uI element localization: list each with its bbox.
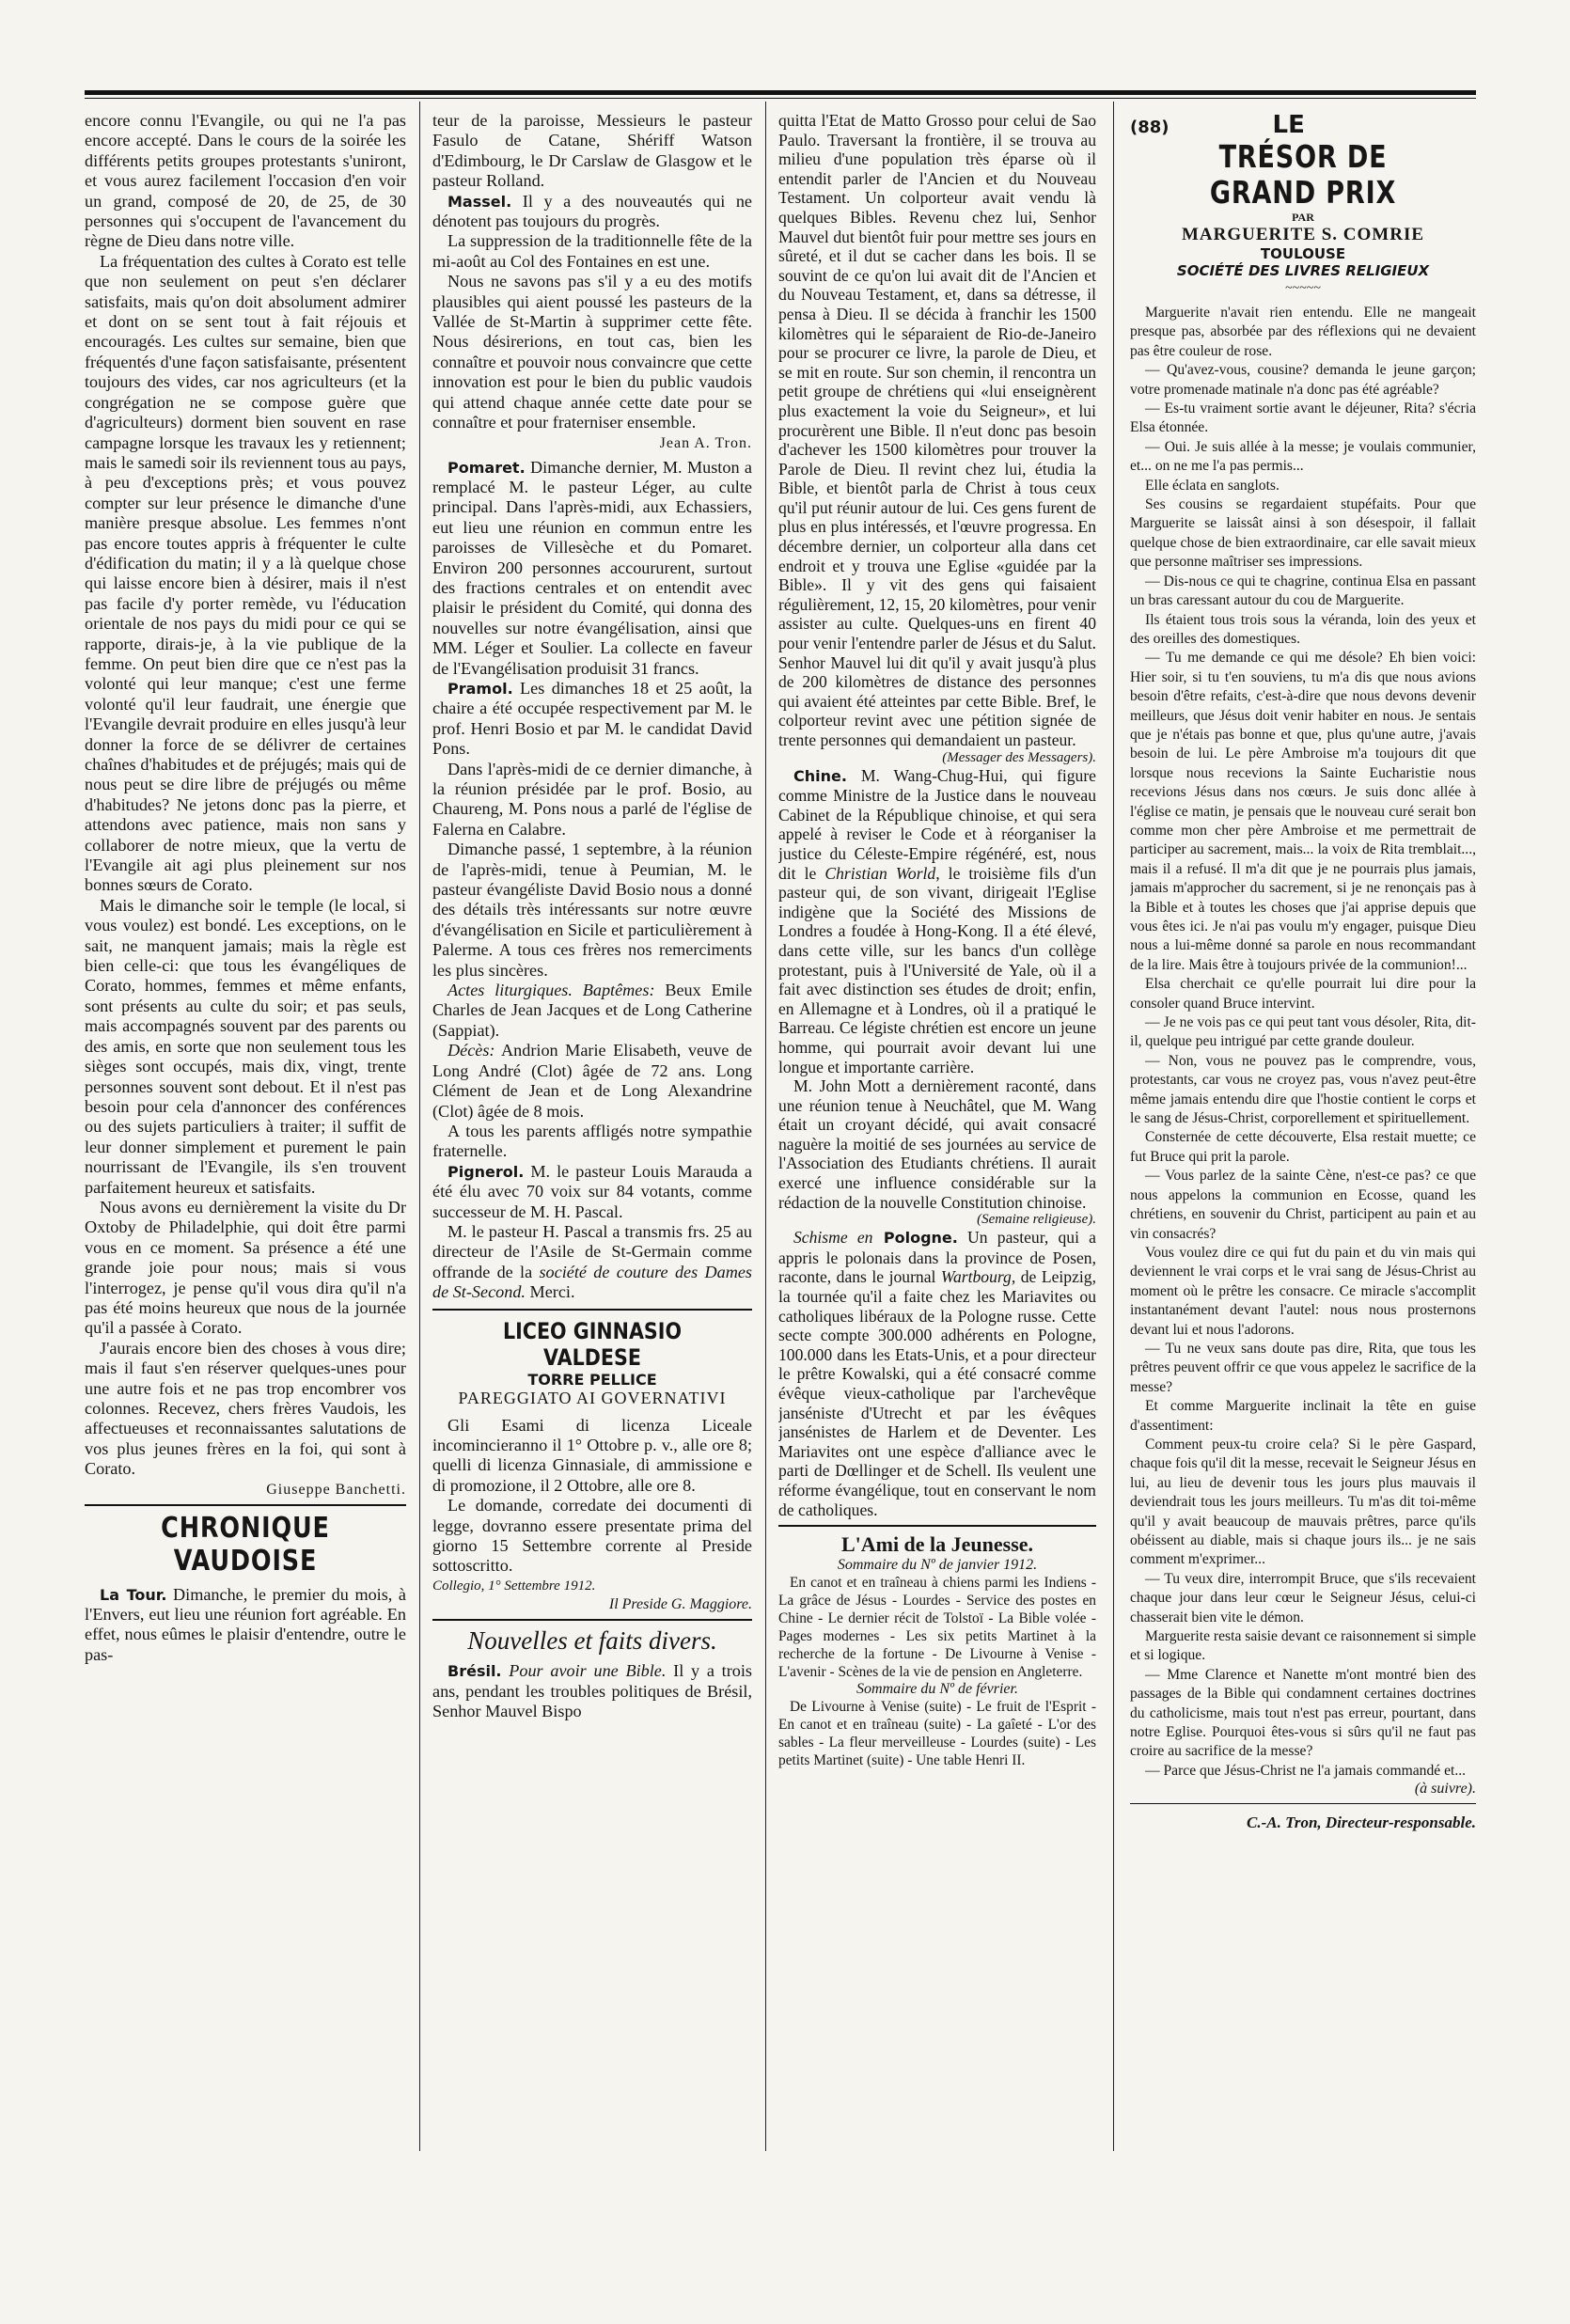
- feuilleton-header: [1130, 111, 1476, 139]
- section-rule: [432, 1619, 752, 1621]
- article-paragraph: quitta l'Etat de Matto Grosso pour celui de Sao Paulo. Traversant la frontière, il se trouva au milieu d'une population très éparse où il entendit parler de l'Ancien et du Nouveau Testament. Un colporteur avait vendu là quelques Bibles. Revenu chez lui, Senhor Mauvel dut bientôt fuir pour mettre ses jours en sûreté, et il dut se cacher dans les bois. Il se souvint de ce qu'on lui avait dit de l'Ancien et du Nouveau Testament, et, dans sa détresse, il pensa à Dieu. Il se décida à franchir les 1500 kilomètres qui le séparaient de Rio-de-Janeiro pour se procurer ce livre, la parole de Dieu, et se mit en route. Sur son chemin, il rencontra un petit groupe de chrétiens qui «lui enseignèrent plus exactement la voie du Seigneur», et lui procurèrent une Bible. Il n'eut donc pas besoin d'achever les 1500 kilomètres pour trouver la Parole de Dieu. Il revint chez lui, étudia la Bible, et bientôt parla de Christ à tous ceux qu'il put réunir autour de lui. Ces gens furent de plus en plus intéressés, et l'œuvre progressa. En décembre dernier, un colporteur alla dans cet endroit et y trouva une Eglise «guidée par la Bible». Il y vit des gens qui faisaient régulièrement, 12, 15, 20 kilomètres, pour venir assister au culte. Quelques-uns en firent 40 pour venir l'entendre parler de Jésus et du Salut. Senhor Mauvel lui dit qu'il y avait jusqu'à plus de 200 kilomètres de distance des personnes qui avaient été atteintes par cette Bible. Bref, le colporteur revint avec une pétition signée de trente personnes qui demandaient un pasteur.: [778, 111, 1096, 749]
- article-paragraph: encore connu l'Evangile, ou qui ne l'a pas encore accepté. Dans le cours de la soirée les différents petits groupes protestants s'uniront, et vous aurez facilement l'occasion d'en voir un grand, composé de 20, de 25, de 30 personnes qui s'occupent de l'avancement du règne de Dieu dans notre ville.: [85, 111, 406, 251]
- article-source: (Messager des Messagers).: [942, 749, 1096, 765]
- item-text: Il y a des nouveautés qui ne dénotent pas toujours du progrès.: [432, 191, 752, 231]
- feuilleton-le: LE: [1272, 111, 1305, 139]
- feuilleton-paragraph: Elsa cherchait ce qu'elle pourrait lui dire pour la consoler quand Bruce intervint.: [1130, 976, 1476, 1012]
- feuilleton-society: SOCIÉTÉ DES LIVRES RELIGIEUX: [1176, 262, 1430, 279]
- feuilleton-paragraph: Consternée de cette découverte, Elsa restait muette; ce fut Bruce qui prit la parole.: [1130, 1129, 1476, 1165]
- item-text: M. Wang-Chug-Hui, qui figure comme Ministre de la Justice dans le nouveau Cabinet de la République chinoise, et qui sera appelé à reviser le Code et à réorganiser la justice du Céleste-Empire régénéré, est, nous dit le: [778, 765, 1096, 883]
- news-item-pascal: [432, 1222, 752, 1303]
- article-paragraph: teur de la paroisse, Messieurs le pasteur Fasulo de Catane, Shériff Watson d'Edimbourg, le Dr Carslaw de Glasgow et le pasteur Rolland.: [432, 111, 752, 191]
- news-item-pomaret: [432, 458, 752, 679]
- news-item-pignerol: [432, 1162, 752, 1222]
- item-text: Les dimanches 18 et 25 août, la chaire a été occupée respectivement par M. le prof. Henri Bosio et par M. le candidat David Pons.: [432, 678, 752, 759]
- liceo-paragraph: Gli Esami di licenza Liceale incomincieranno il 1° Ottobre p. v., alle ore 8; quelli di licenza Ginnasiale, di ammissione e di promozione, il 2 Ottobre, alle ore 8.: [432, 1415, 752, 1495]
- pascal-post: Merci.: [525, 1282, 575, 1302]
- liceo-title: LICEO GINNASIO VALDESE: [502, 1317, 683, 1371]
- ami-sommaire-fevrier: Sommaire du Nº de février.: [856, 1681, 1018, 1698]
- top-rule: [85, 90, 1476, 95]
- column-divider: [419, 102, 420, 2151]
- section-title-nouvelles: Nouvelles et faits divers.: [467, 1626, 717, 1656]
- feuilleton-paragraph: — Parce que Jésus-Christ ne l'a jamais commandé et...: [1145, 1762, 1467, 1779]
- news-item-la-tour: [85, 1585, 406, 1666]
- article-paragraph: La fréquentation des cultes à Corato est telle que non seulement on peut s'en déclarer satisfaits, mais qu'on doit absolument admirer et dont on se sent tout à fait réjouis et encouragés. Les cultes sur semaine, bien que fréquentés d'une façon satisfaisante, présentent toujours des vides, car nos agriculteurs (et la congrégation ne se compose guère que d'agriculteurs) dorment bien souvent en rase campagne lorsque les travaux les y retiennent; mais le samedi soir ils reviennent tous au pays, à peu d'exceptions près; et vous pouvez compter sur leur présence le dimanche d'une manière presque absolue. Les femmes n'ont pas encore toutes appris à fréquenter le culte d'édification du matin; il y a là quelque chose qui laisse encore bien à désirer, mais il n'est pas facile d'y porter remède, vu l'éducation orientale de nos pays du midi pour ce qui se rapporte, dirais-je, à la vie publique de la femme. On peut bien dire que ce n'est pas la volonté qui leur manque; c'est une ferme volonté qu'il leur faudrait, une énergie que l'Evangile devrait produire en elles jusqu'à leur donner la force de se délivrer de certaines chaînes d'habitudes et de préjugés; mais qui de nous peut se dire libre de préjugés ou même d'habitudes? Ne jetons donc pas la pierre, et attendons avec patience, mais non sans y collaborer de notre mieux, que la vertu de l'Evangile ait agi plus pleinement sur nos bonnes sœurs de Corato.: [85, 251, 406, 895]
- ami-de-la-jeunesse: [778, 1532, 1096, 1769]
- item-text: Un pasteur, qui a appris le polonais dans la province de Posen, raconte, dans le journal: [778, 1228, 1096, 1287]
- liceo-status: PAREGGIATO AI GOVERNATIVI: [458, 1388, 727, 1407]
- article-paragraph: La suppression de la traditionnelle fête de la mi-août au Col des Fontaines en est une.: [432, 231, 752, 271]
- feuilleton-paragraph: Vous voulez dire ce qui fut du pain et du vin mais qui deviennent le vrai corps et le vrai sang de Jésus-Christ au moment où le prêtre les consacre. Ce miracle s'accomplit instantanément devant l'autel: nous nous prosternons devant lui et nous l'adorons.: [1130, 1244, 1476, 1338]
- column-divider: [765, 102, 766, 2151]
- actes-label: Actes liturgiques. Baptêmes:: [447, 981, 655, 1000]
- deces-label: Décès:: [447, 1041, 495, 1060]
- column-4: [1130, 111, 1476, 1832]
- actes-text: Beux Emile Charles de Jean Jacques et de Long Catherine (Sappiat).: [432, 981, 752, 1040]
- feuilleton-paragraph: Ils étaient tous trois sous la véranda, loin des yeux et des oreilles des domestiques.: [1130, 611, 1476, 647]
- item-lead: Chine.: [793, 766, 847, 785]
- feuilleton-paragraph: — Je ne vois pas ce qui peut tant vous désoler, Rita, dit-il, quelque peu intrigué par cette grande douleur.: [1130, 1014, 1476, 1050]
- ami-sommaire-janvier: Sommaire du Nº de janvier 1912.: [837, 1557, 1038, 1574]
- feuilleton-paragraph: — Tu me demande ce qui me désole? Eh bien voici: Hier soir, si tu t'en souviens, tu m'a dis que nous avions besoin d'être refaits, c'est-à-dire que nous devons devenir meilleurs, que Jésus doit venir habiter en nous. Je sentais que je n'étais pas bonne et que, plus qu'une autre, j'avais besoin de lui. Le père Ambroise m'a toujours dit que lorsque nous recevions la Sainte Eucharistie nous recevions Jésus dans nos cœurs. Je suis donc allée à l'église ce matin, je pensais que le nouveau curé serait bon comme mon cher père Ambroise et me permettrait de participer au sacrement, mais... la voix de Rita tremblait..., mais il a refusé. Il m'a dit que je ne pourrais plus jamais, jamais m'approcher du sacrement, si je ne renonçais pas à la Bible et à toutes les choses que j'ai apprise depuis que vous êtes ici. Je n'ai pas voulu m'y engager, puisque Dieu nous a lui-même donné sa parole en nous recommandant de la lire. Mais être à toujours privée de la communion!...: [1130, 650, 1476, 973]
- article-paragraph: Mais le dimanche soir le temple (le local, si vous voulez) est bondé. Les exceptions, on le sait, ne manquent jamais; mais la règle est bien celle-ci: que tous les évangéliques de Corato, hommes, femmes et même enfants, sont présents au culte du soir; et pas seuls, mais accompagnés souvent par des parents ou des amis, en sorte que non seulement tous les sièges sont occupés, mais dix, vingt, trente personnes souvent sont debout. Et il n'est pas besoin pour cela d'annoncer des conférences ou des sujets particuliers à traiter; il suffit de leur donner simplement et purement le pain nourrissant de l'Evangile, ils s'en trouvent parfaitement heureux et satisfaits.: [85, 895, 406, 1197]
- column-divider: [1113, 102, 1114, 2151]
- news-item-massel: [432, 192, 752, 232]
- feuilleton-paragraph: — Es-tu vraiment sortie avant le déjeuner, Rita? s'écria Elsa étonnée.: [1130, 400, 1476, 436]
- feuilleton-title: TRÉSOR DE GRAND PRIX: [1209, 138, 1397, 211]
- feuilleton-paragraph: — Vous parlez de la sainte Cène, n'est-ce pas? ce que nous appelons la communion en Ecosse, quand les chrétiens, en souvenir du Christ, participent au pain et au vin consacrés?: [1130, 1168, 1476, 1242]
- item-lead: Pignerol.: [447, 1162, 525, 1181]
- section-rule: [85, 1504, 406, 1506]
- feuilleton-paragraph: — Dis-nous ce qui te chagrine, continua Elsa en passant un bras caressant autour du cou de Marguerite.: [1130, 573, 1476, 609]
- feuilleton-par: PAR: [1292, 211, 1314, 224]
- ami-title: L'Ami de la Jeunesse.: [840, 1532, 1034, 1557]
- director-signature: C.-A. Tron, Directeur-responsable.: [1247, 1814, 1476, 1832]
- item-lead: Massel.: [447, 192, 512, 211]
- news-item-chine: [778, 766, 1096, 1077]
- pascal-italic: société de couture des Dames de St-Second.: [432, 1262, 752, 1302]
- actes-liturgiques: [432, 981, 752, 1041]
- deces-text: Andrion Marie Elisabeth, veuve de Long André (Clot) âgée de 72 ans. Long Clément de Jean et de Long Alexandrine (Clot) âgée de 8 mois.: [432, 1041, 752, 1121]
- item-italic: Christian World,: [824, 863, 940, 883]
- feuilleton-author: MARGUERITE S. COMRIE: [1181, 225, 1425, 244]
- feuilleton-paragraph: — Mme Clarence et Nanette m'ont montré bien des passages de la Bible qui condamnent certaines doctrines du catholicisme, mais tout n'est pas erreur, pourtant, dans notre Eglise. Pourquoi êtes-vous si sûrs qu'il ne faut pas croire au sacrifice de la messe?: [1130, 1666, 1476, 1760]
- item-text: Dimanche, le premier du mois, à l'Envers, eut lieu une réunion fort agréable. En effet, nous eûmes le plaisir d'entendre, outre le pas-: [85, 1584, 406, 1664]
- feuilleton-paragraph: — Non, vous ne pouvez pas le comprendre, vous, protestants, car vous ne croyez pas, vous n'avez peut-être même jamais entendu dire que l'hostie contient le corps et le sang de Jésus-Christ, corporellement et spirituellement.: [1130, 1052, 1476, 1127]
- item-italic: Schisme en: [793, 1228, 873, 1248]
- feuilleton-body: [1130, 304, 1476, 1781]
- article-paragraph: A tous les parents affligés notre sympathie fraternelle.: [432, 1121, 752, 1161]
- item-lead: La Tour.: [100, 1585, 167, 1604]
- item-lead: Pomaret.: [447, 458, 526, 477]
- deces: [432, 1041, 752, 1122]
- ami-paragraph: De Livourne à Venise (suite) - Le fruit de l'Esprit - En canot et en traîneau (suite) - La gaîeté - L'or des sables - La fleur merveilleuse - Lourdes (suite) - Les petits Martinet (suite) - Une table Henri II.: [778, 1699, 1096, 1769]
- column-3: [778, 111, 1096, 1769]
- article-paragraph: M. John Mott a dernièrement raconté, dans une réunion tenue à Neuchâtel, que M. Wang était un croyant décidé, qui avait consacré naguère la moitié de ses journées au service de l'Association des Etudiants chrétiens. Il aurait exercé une influence considérable sur la rédaction de la nouvelle Constitution chinoise.: [778, 1076, 1096, 1212]
- article-paragraph: J'aurais encore bien des choses à vous dire; mais il faut s'en réserver quelques-unes pour une autre fois et ne pas trop encombrer vos colonnes. Recevez, chers frères Vaudois, les affectueuses et reconnaissantes salutations de vos plus jeunes frères en la foi, qui sont à Corato.: [85, 1338, 406, 1479]
- feuilleton-paragraph: Marguerite resta saisie devant ce raisonnement si simple et si logique.: [1130, 1628, 1476, 1664]
- item-text: de Leipzig, la tournée qu'il a faite chez les Mariavites ou catholiques libéraux de la Pologne russe. Cette secte compte 300.000 adhérents en Pologne, 100.000 dans les Etats-Unis, et a pour directeur le prêtre Kowalski, qui a été consacré comme évêque vieux-catholique par l'archevêque janséniste d'Utrecht et par les évêques jansénistes de Harlem et de Deventer. Les Mariavites ont une espèce d'alliance avec le parti de Dœllinger et de Schell. Ils veulent une réforme évangélique, tout en conservant le nom de catholiques.: [778, 1267, 1096, 1519]
- column-1: [85, 111, 406, 1665]
- item-lead: Pologne.: [872, 1229, 958, 1248]
- article-paragraph: Dimanche passé, 1 septembre, à la réunion de l'après-midi, tenue à Peumian, M. le pasteur évangéliste David Bosio nous a donné des détails très intéressants sur notre œuvre d'évangélisation en Sicile et particulièrement à Palerme. A tous ces frères nos remerciments les plus sincères.: [432, 840, 752, 980]
- feuilleton-paragraph: — Qu'avez-vous, cousine? demanda le jeune garçon; votre promenade matinale n'a donc pas été agréable?: [1130, 362, 1476, 398]
- pascal-text: M. le pasteur H. Pascal a transmis frs. 25 au directeur de l'Asile de St-Germain comme offrande de la: [432, 1221, 752, 1281]
- article-paragraph: Nous ne savons pas s'il y a eu des motifs plausibles qui aient poussé les pasteurs de la Vallée de St-Martin à supprimer cette fête. Nous désirerions, en tout cas, bien les connaître et pouvoir nous convaincre que cette innovation est pour le bien du public vaudois qui attend chaque année cette date pour se connaître et pour fraterniser ensemble.: [432, 272, 752, 432]
- item-text: M. le pasteur Louis Marauda a été élu avec 70 voix sur 84 votants, comme successeur de M. H. Pascal.: [432, 1161, 752, 1221]
- liceo-preside: Il Preside G. Maggiore.: [608, 1596, 752, 1613]
- liceo-place: TORRE PELLICE: [527, 1370, 657, 1389]
- feuilleton-paragraph: Elle éclata en sanglots.: [1145, 477, 1280, 494]
- feuilleton-paragraph: — Tu ne veux sans doute pas dire, Rita, que tous les prêtres peuvent offrir ce que vous appelez le sacrifice de la messe?: [1130, 1340, 1476, 1395]
- column-2: [432, 111, 752, 1721]
- ami-paragraph: En canot et en traîneau à chiens parmi les Indiens - La grâce de Jésus - Lourdes - Service des postes en Chine - Le dernier récit de Tolstoï - La Bible volée - Pages modernes - Les six petits Martinet à la recherche de la fortune - De Livourne à Venise - L'avenir - Scènes de la vie de pension en Angleterre.: [778, 1575, 1096, 1681]
- item-text: Dimanche dernier, M. Muston a remplacé M. le pasteur Léger, au culte principal. Dans l'après-midi, aux Echassiers, eut lieu une réunion en commun entre les paroisses de Villesèche et du Pomaret. Environ 200 personnes accoururent, surtout des fractions centrales et on entendit avec plaisir le président du Comité, qui donna des nouvelles sur notre évangélisation, ainsi que MM. Léger et Soulier. La collecte en faveur de l'Evangélisation produisit 31 francs.: [432, 457, 752, 678]
- item-lead: Brésil.: [447, 1662, 502, 1681]
- item-lead: Pramol.: [447, 679, 513, 698]
- feuilleton-number: (88): [1130, 118, 1170, 137]
- news-item-pologne: [778, 1228, 1096, 1519]
- item-text: Il y a trois ans, pendant les troubles politiques de Brésil, Senhor Mauvel Bispo: [432, 1661, 752, 1721]
- ornament-divider: ~~~~~: [1285, 281, 1321, 295]
- a-suivre: (à suivre).: [1414, 1781, 1476, 1798]
- newspaper-page: [85, 90, 1476, 2234]
- feuilleton-paragraph: — Tu veux dire, interrompit Bruce, que s'ils recevaient chaque jour dans leur cœur le Seigneur Jésus, celui-ci chasserait bien vite le démon.: [1130, 1570, 1476, 1625]
- liceo-date: Collegio, 1° Settembre 1912.: [432, 1578, 596, 1594]
- item-italic: Wartbourg,: [940, 1267, 1016, 1287]
- article-signature: Giuseppe Banchetti.: [266, 1481, 406, 1498]
- section-title-chronique: CHRONIQUE VAUDOISE: [161, 1511, 330, 1578]
- section-rule: [1130, 1803, 1476, 1804]
- feuilleton-paragraph: Marguerite n'avait rien entendu. Elle ne mangeait presque pas, absorbée par des réflexions qui ne devaient pas être couleur de rose.: [1130, 305, 1476, 359]
- feuilleton-paragraph: Comment peux-tu croire cela? Si le père Gaspard, chaque fois qu'il dit la messe, recevait le Seigneur Jésus en lui, au lieu de devenir tous les jours plus mauvais il deviendrait tous les jours meilleurs. Tu m'as dit toi-même qu'il y avait beaucoup de mauvais prêtres, parce qu'ils obéissent au diable, mais si chaque jours ils... je ne sais comment m'exprimer...: [1130, 1436, 1476, 1568]
- news-item-bresil: [432, 1661, 752, 1721]
- article-paragraph: Nous avons eu dernièrement la visite du Dr Oxtoby de Philadelphie, qui doit être parmi vous en ce moment. Sa présence a été une grande joie pour nous; mais si vous l'interrogez, je pense qu'il vous dira qu'il n'a pas été moins heureux que nous de la journée qu'il a passée à Corato.: [85, 1197, 406, 1338]
- feuilleton-paragraph: — Oui. Je suis allée à la messe; je voulais communier, et... on ne me l'a pas permis...: [1130, 438, 1476, 475]
- article-source: (Semaine religieuse).: [977, 1212, 1096, 1228]
- feuilleton-paragraph: Ses cousins se regardaient stupéfaits. Pour que Marguerite se laissât ainsi à son désespoir, il fallait quelque chose de bien extraordinaire, car elle savait mieux que personne maîtriser ses impressions.: [1130, 496, 1476, 571]
- feuilleton-city: TOULOUSE: [1260, 245, 1346, 262]
- feuilleton-paragraph: Et comme Marguerite inclinait la tête en guise d'assentiment:: [1130, 1398, 1476, 1434]
- top-rule-thin: [85, 98, 1476, 99]
- liceo-paragraph: Le domande, corredate dei documenti di legge, dovranno essere presentate prima del giorno 15 Settembre corrente al Preside sottoscritto.: [432, 1496, 752, 1576]
- item-text: le troisième fils d'un pasteur qui, de son vivant, dirigeait l'Eglise indigène que la Société des Missions de Londres a foudée à Hong-Kong. Il a été élevé, dans cette ville, sur les bancs d'un collège protestant, puis à l'Université de Yale, où il a fait avec distinction ses études de droit; enfin, en Allemagne et à Londres, où il a pratiqué le Barreau. Ce légiste chrétien est encore un jeune homme, qui pourrait avoir devant lui une longue et importante carrière.: [778, 863, 1096, 1076]
- article-signature: Jean A. Tron.: [659, 434, 752, 451]
- news-item-pramol: [432, 679, 752, 760]
- section-rule: [432, 1309, 752, 1311]
- section-rule: [778, 1525, 1096, 1527]
- article-paragraph: Dans l'après-midi de ce dernier dimanche, à la réunion présidée par le prof. Bosio, au Chaureng, M. Pons nous a parlé de l'église de Falerna en Calabre.: [432, 759, 752, 839]
- item-italic: Pour avoir une Bible.: [501, 1661, 667, 1681]
